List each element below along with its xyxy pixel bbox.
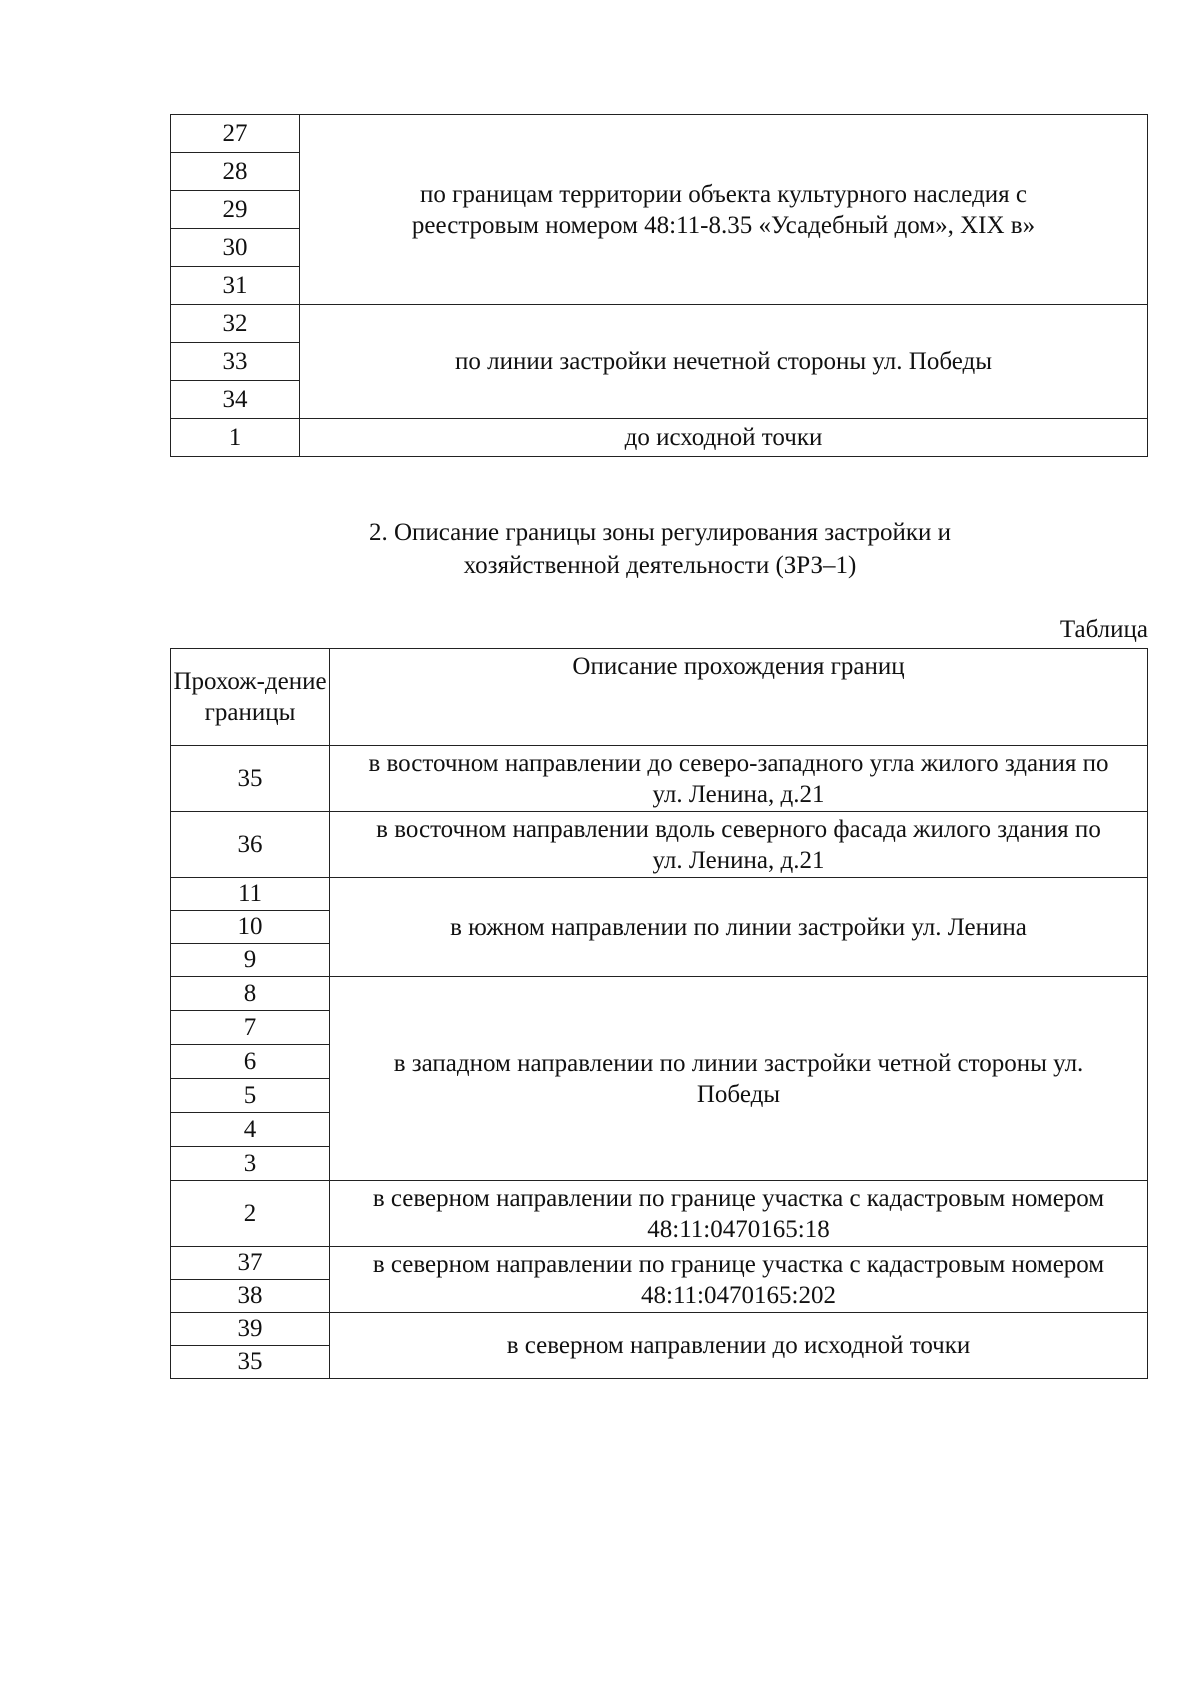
table-row (171, 115, 1148, 153)
table-row (171, 977, 1148, 1011)
table-row (171, 746, 1148, 812)
point-number: 36 (171, 812, 330, 878)
point-number: 7 (171, 1011, 330, 1045)
boundary-description: в восточном направлении вдоль северного фасада жилого здания по ул. Ленина, д.21 (330, 812, 1148, 878)
point-number: 34 (171, 381, 300, 419)
point-number: 29 (171, 191, 300, 229)
table-row (171, 1247, 1148, 1280)
point-number: 27 (171, 115, 300, 153)
boundary-table-1 (170, 114, 1148, 457)
boundary-description: в северном направлении по границе участка с кадастровым номером 48:11:0470165:202 (330, 1247, 1148, 1313)
point-number: 35 (171, 746, 330, 812)
boundary-table-2 (170, 648, 1148, 1379)
point-number: 30 (171, 229, 300, 267)
boundary-description: до исходной точки (300, 419, 1148, 457)
point-number: 31 (171, 267, 300, 305)
point-number: 37 (171, 1247, 330, 1280)
point-number: 9 (171, 944, 330, 977)
point-number: 2 (171, 1181, 330, 1247)
section-heading (160, 516, 1160, 582)
table-row (171, 1181, 1148, 1247)
column-header-point: Прохож-дение границы (171, 649, 330, 746)
point-number: 11 (171, 878, 330, 911)
table-row (171, 419, 1148, 457)
table-row (171, 1313, 1148, 1346)
boundary-description: в северном направлении по границе участка с кадастровым номером 48:11:0470165:18 (330, 1181, 1148, 1247)
boundary-description: в северном направлении до исходной точки (330, 1313, 1148, 1379)
table-header-row (171, 649, 1148, 746)
boundary-description: в южном направлении по линии застройки ул. Ленина (330, 878, 1148, 977)
boundary-description: в восточном направлении до северо-западного угла жилого здания по ул. Ленина, д.21 (330, 746, 1148, 812)
point-number: 32 (171, 305, 300, 343)
table-row (171, 305, 1148, 343)
point-number: 33 (171, 343, 300, 381)
column-header-description: Описание прохождения границ (330, 649, 1148, 746)
boundary-description: в западном направлении по линии застройки четной стороны ул. Победы (330, 977, 1148, 1181)
point-number: 28 (171, 153, 300, 191)
point-number: 39 (171, 1313, 330, 1346)
point-number: 8 (171, 977, 330, 1011)
boundary-description: по линии застройки нечетной стороны ул. Победы (300, 305, 1148, 419)
table-row (171, 878, 1148, 911)
point-number: 5 (171, 1079, 330, 1113)
point-number: 35 (171, 1346, 330, 1379)
point-number: 3 (171, 1147, 330, 1181)
section-heading-line: хозяйственной деятельности (ЗРЗ–1) (463, 552, 857, 579)
point-number: 6 (171, 1045, 330, 1079)
section-heading-line: 2. Описание границы зоны регулирования застройки и (368, 519, 952, 546)
point-number: 1 (171, 419, 300, 457)
table-caption: Таблица (1059, 616, 1148, 643)
table-row (171, 812, 1148, 878)
point-number: 4 (171, 1113, 330, 1147)
point-number: 10 (171, 911, 330, 944)
boundary-description: по границам территории объекта культурного наследия с реестровым номером 48:11-8.35 «Усадебный дом», XIX в» (300, 115, 1148, 305)
point-number: 38 (171, 1280, 330, 1313)
